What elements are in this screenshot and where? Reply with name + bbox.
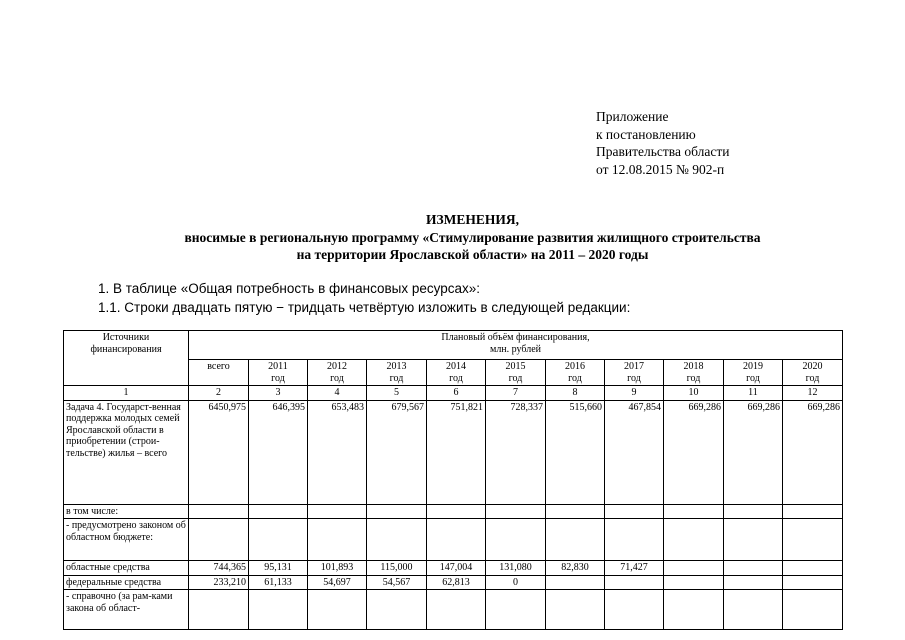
column-number: 6 [427, 386, 486, 401]
year-suffix: год [271, 372, 285, 384]
table-cell [605, 519, 664, 561]
table-cell: 653,483 [308, 400, 367, 504]
row-label: областные средства [64, 561, 189, 576]
appendix-line: Приложение [596, 109, 669, 124]
table-cell: 233,210 [189, 575, 249, 590]
year-value: 2011 [268, 361, 288, 372]
table-row [64, 504, 843, 519]
column-number: 9 [605, 386, 664, 401]
table-cell [427, 504, 486, 519]
table-cell [783, 519, 843, 561]
table-cell [724, 575, 783, 590]
table-cell [189, 519, 249, 561]
table-row [64, 575, 843, 590]
table-cell: 669,286 [664, 400, 724, 504]
table-cell [308, 590, 367, 630]
table-row [64, 561, 843, 576]
table-cell [724, 561, 783, 576]
table-cell [249, 590, 308, 630]
year-suffix: год [449, 372, 463, 384]
table-cell [486, 590, 546, 630]
year-value: 2020 [802, 361, 823, 372]
table-cell [189, 504, 249, 519]
year-value: 2019 [743, 361, 763, 372]
table-cell: 54,567 [367, 575, 427, 590]
source-header: Источники финансирования [64, 331, 189, 386]
table-cell: 54,697 [308, 575, 367, 590]
table-cell: 147,004 [427, 561, 486, 576]
row-label: - предусмотрено законом об областном бюджете: [64, 519, 189, 561]
year-header-2013 [367, 360, 427, 386]
table-cell: 646,395 [249, 400, 308, 504]
row-label: - справочно (за рам-ками закона об област- [64, 590, 189, 630]
table-cell [249, 519, 308, 561]
column-number: 3 [249, 386, 308, 401]
table-cell [427, 590, 486, 630]
document-title [0, 211, 905, 264]
table-cell [664, 561, 724, 576]
table-cell [664, 575, 724, 590]
year-header-2017 [605, 360, 664, 386]
year-value: 2014 [446, 361, 466, 372]
table-cell: 0 [486, 575, 546, 590]
table-cell: 467,854 [605, 400, 664, 504]
year-suffix: год [805, 372, 820, 384]
table-cell [367, 504, 427, 519]
table-cell: 82,830 [546, 561, 605, 576]
year-header-2011 [249, 360, 308, 386]
row-label: федеральные средства [64, 575, 189, 590]
table-cell [427, 519, 486, 561]
table-cell: 728,337 [486, 400, 546, 504]
column-number: 1 [64, 386, 189, 401]
appendix-date: от 12.08.2015 № 902-п [596, 161, 725, 177]
appendix-line: к постановлению [596, 126, 696, 142]
intro-text [98, 280, 630, 317]
table-cell [783, 575, 843, 590]
table-cell [249, 504, 308, 519]
column-number: 4 [308, 386, 367, 401]
table-cell [724, 590, 783, 630]
table-cell: 115,000 [367, 561, 427, 576]
year-suffix: год [746, 372, 760, 384]
intro-paragraph: 1.1. Строки двадцать пятую − тридцать четвёртую изложить в следующей редакции: [98, 299, 631, 315]
table-cell [605, 575, 664, 590]
table-cell [724, 504, 783, 519]
year-value: 2015 [505, 361, 526, 372]
table-cell: 669,286 [724, 400, 783, 504]
table-cell: 101,893 [308, 561, 367, 576]
year-suffix: год [686, 372, 701, 384]
year-header-2018 [664, 360, 724, 386]
year-value: 2016 [565, 361, 585, 372]
column-number: 11 [724, 386, 783, 401]
table-row [64, 400, 843, 504]
row-label: Задача 4. Государст-венная поддержка молодых семей Ярославской области в приобретении (строи-тельстве) жилья – всего [64, 400, 189, 504]
plan-header-line: Плановый объём финансирования, [441, 332, 590, 343]
year-header-2016 [546, 360, 605, 386]
column-number: 5 [367, 386, 427, 401]
year-value: 2017 [624, 361, 644, 372]
financing-table [63, 330, 843, 630]
table-cell [605, 590, 664, 630]
table-row [64, 590, 843, 630]
column-number: 12 [783, 386, 843, 401]
appendix-line: Правительства области [596, 144, 730, 159]
year-value: 2013 [386, 361, 407, 372]
year-suffix: год [508, 372, 523, 384]
intro-paragraph: 1. В таблице «Общая потребность в финансовых ресурсах»: [98, 281, 481, 296]
table-cell [546, 519, 605, 561]
table-cell [664, 590, 724, 630]
table-cell [189, 590, 249, 630]
year-suffix: год [389, 372, 404, 384]
header-row [64, 331, 843, 360]
title-heading: ИЗМЕНЕНИЯ, [425, 212, 519, 227]
column-number: 8 [546, 386, 605, 401]
table-cell [546, 590, 605, 630]
table-cell: 6450,975 [189, 400, 249, 504]
table-cell [605, 504, 664, 519]
column-number: 10 [664, 386, 724, 401]
year-suffix: год [568, 372, 582, 384]
plan-header-unit: млн. рублей [489, 343, 542, 355]
year-suffix: год [627, 372, 641, 384]
year-header-2015 [486, 360, 546, 386]
column-number: 7 [486, 386, 546, 401]
year-value: 2018 [683, 361, 704, 372]
table-cell [486, 519, 546, 561]
table-cell: 61,133 [249, 575, 308, 590]
table-cell: 95,131 [249, 561, 308, 576]
table-cell: 669,286 [783, 400, 843, 504]
total-header: всего [189, 360, 249, 386]
table-cell: 71,427 [605, 561, 664, 576]
title-line: вносимые в региональную программу «Стимулирование развития жилищного строительства [184, 229, 761, 245]
table-cell [724, 519, 783, 561]
table-cell: 751,821 [427, 400, 486, 504]
table-cell [367, 590, 427, 630]
year-header-2014 [427, 360, 486, 386]
table-cell [664, 504, 724, 519]
plan-header [189, 331, 843, 360]
table-cell: 744,365 [189, 561, 249, 576]
year-header-2019 [724, 360, 783, 386]
title-line: на территории Ярославской области» на 2011 – 2020 годы [296, 247, 649, 262]
table-cell: 515,660 [546, 400, 605, 504]
row-label: в том числе: [64, 504, 189, 519]
table-cell [308, 519, 367, 561]
year-header-2020 [783, 360, 843, 386]
table-cell: 62,813 [427, 575, 486, 590]
table-cell [664, 519, 724, 561]
table-cell [783, 590, 843, 630]
table-cell: 131,080 [486, 561, 546, 576]
year-value: 2012 [327, 361, 347, 372]
table-cell [546, 575, 605, 590]
table-cell [308, 504, 367, 519]
table-cell [486, 504, 546, 519]
year-header-2012 [308, 360, 367, 386]
table-cell [783, 561, 843, 576]
column-number: 2 [189, 386, 249, 401]
year-suffix: год [330, 372, 344, 384]
appendix-block [596, 108, 729, 178]
table-row [64, 519, 843, 561]
column-number-row [64, 386, 843, 401]
table-cell [546, 504, 605, 519]
table-cell: 679,567 [367, 400, 427, 504]
table-cell [783, 504, 843, 519]
table-cell [367, 519, 427, 561]
